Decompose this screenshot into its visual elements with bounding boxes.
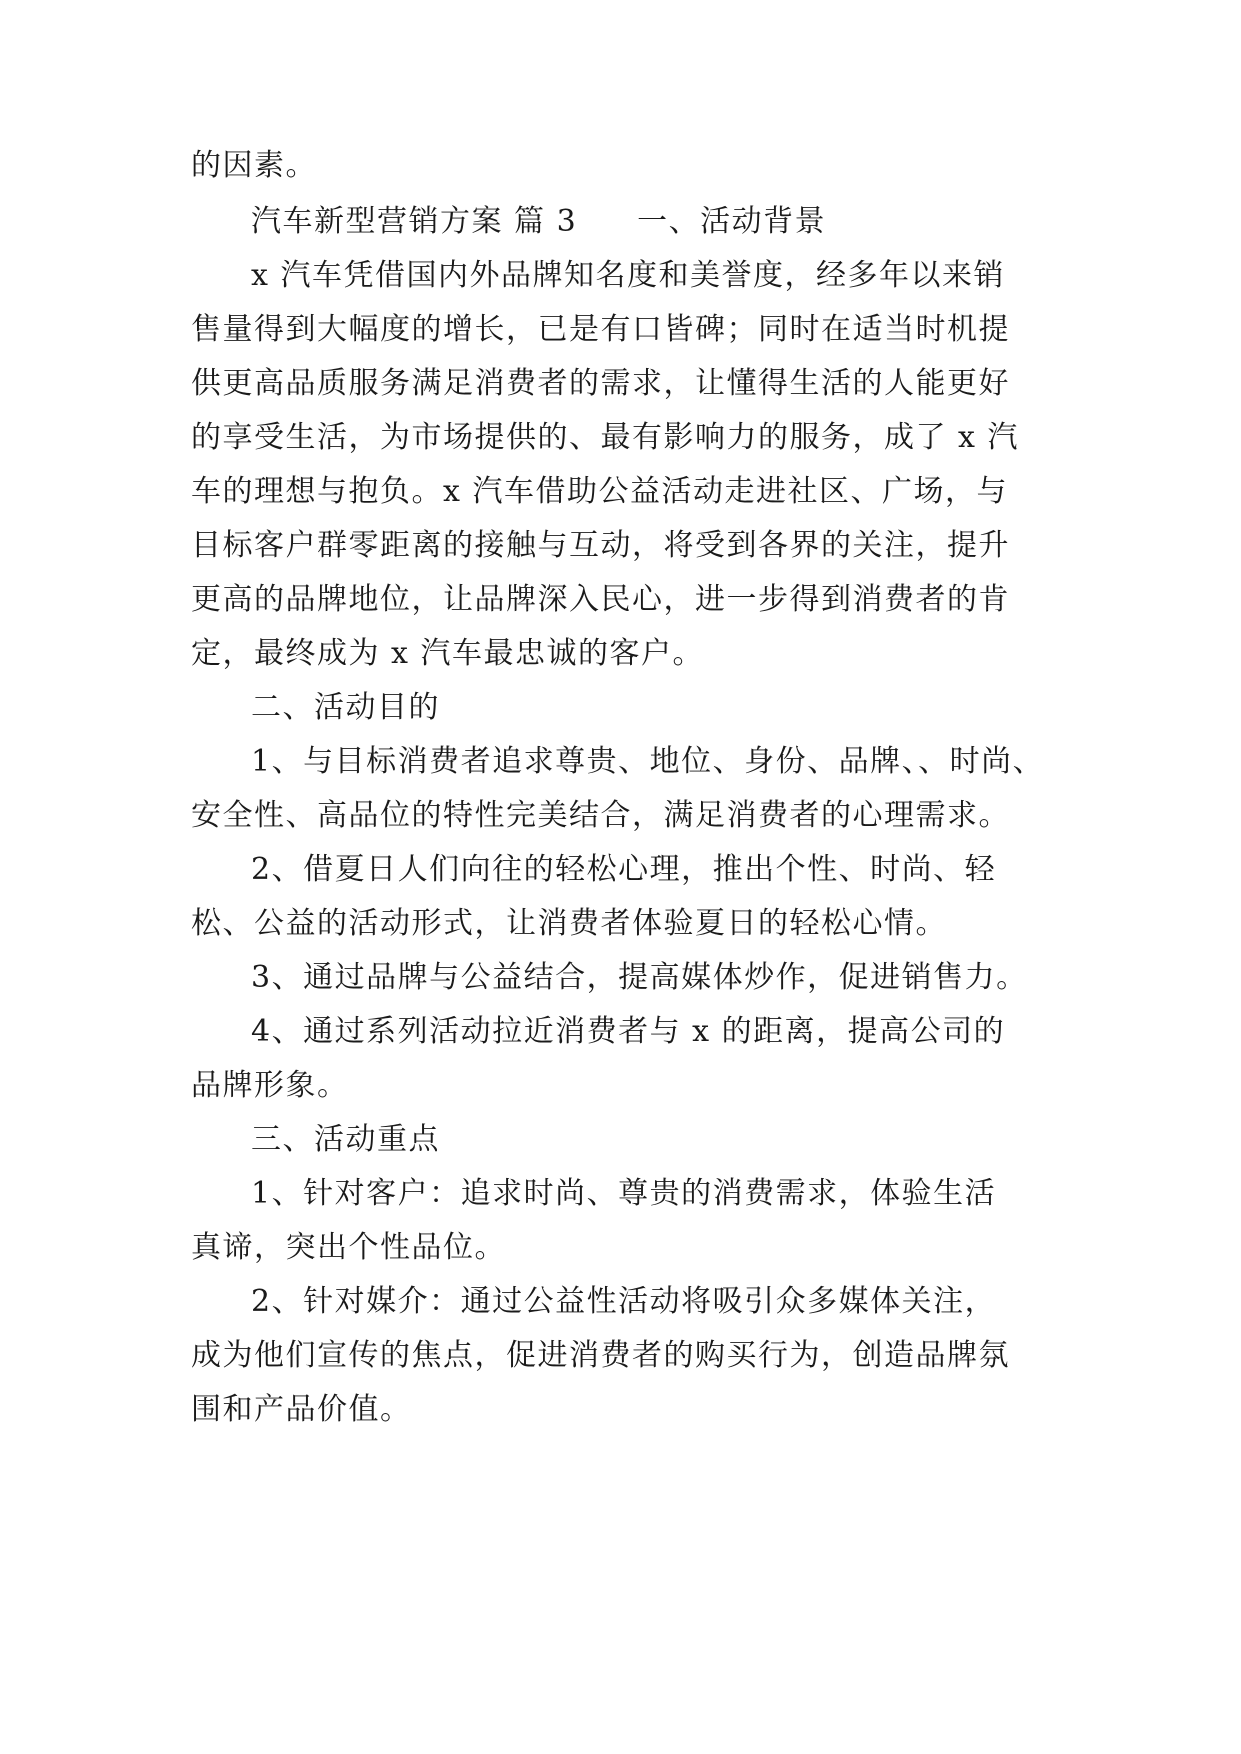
text-line: 安全性、高品位的特性完美结合，满足消费者的心理需求。 bbox=[191, 798, 1010, 833]
section-title-line bbox=[251, 202, 1071, 242]
text-line: 目标客户群零距离的接触与互动，将受到各界的关注，提升 bbox=[191, 528, 1010, 563]
text-line: 成为他们宣传的焦点，促进消费者的购买行为，创造品牌氛 bbox=[191, 1338, 1010, 1373]
text-line: 4、通过系列活动拉近消费者与 x 的距离，提高公司的 bbox=[251, 1014, 1006, 1049]
text-line: 1、针对客户：追求时尚、尊贵的消费需求，体验生活 bbox=[251, 1176, 997, 1211]
text-line: 2、借夏日人们向往的轻松心理，推出个性、时尚、轻 bbox=[251, 852, 997, 887]
text-line: 1、与目标消费者追求尊贵、地位、身份、品牌、、时尚、 bbox=[251, 744, 1045, 779]
text-line: x 汽车凭借国内外品牌知名度和美誉度，经多年以来销 bbox=[251, 258, 1005, 293]
text-line: 供更高品质服务满足消费者的需求，让懂得生活的人能更好 bbox=[191, 366, 1010, 401]
article-title: 汽车新型营销方案 篇 3 bbox=[251, 204, 578, 239]
text-line: 3、通过品牌与公益结合，提高媒体炒作，促进销售力。 bbox=[251, 960, 1028, 995]
text-line: 2、针对媒介：通过公益性活动将吸引众多媒体关注， bbox=[251, 1284, 997, 1319]
text-line: 定，最终成为 x 汽车最忠诚的客户。 bbox=[191, 636, 704, 671]
text-line: 松、公益的活动形式，让消费者体验夏日的轻松心情。 bbox=[191, 906, 947, 941]
section-heading: 一、活动背景 bbox=[637, 204, 827, 239]
text-line: 围和产品价值。 bbox=[191, 1392, 412, 1427]
text-line: 品牌形象。 bbox=[191, 1068, 349, 1103]
text-line: 的享受生活，为市场提供的、最有影响力的服务，成了 x 汽 bbox=[191, 420, 1019, 455]
section-heading: 三、活动重点 bbox=[251, 1122, 440, 1157]
text-line: 车的理想与抱负。x 汽车借助公益活动走进社区、广场，与 bbox=[191, 474, 1008, 509]
text-line: 的因素。 bbox=[191, 148, 317, 183]
text-line: 更高的品牌地位，让品牌深入民心，进一步得到消费者的肯 bbox=[191, 582, 1010, 617]
text-line: 真谛，突出个性品位。 bbox=[191, 1230, 506, 1265]
section-heading: 二、活动目的 bbox=[251, 690, 440, 725]
text-line: 售量得到大幅度的增长，已是有口皆碑；同时在适当时机提 bbox=[191, 312, 1010, 347]
